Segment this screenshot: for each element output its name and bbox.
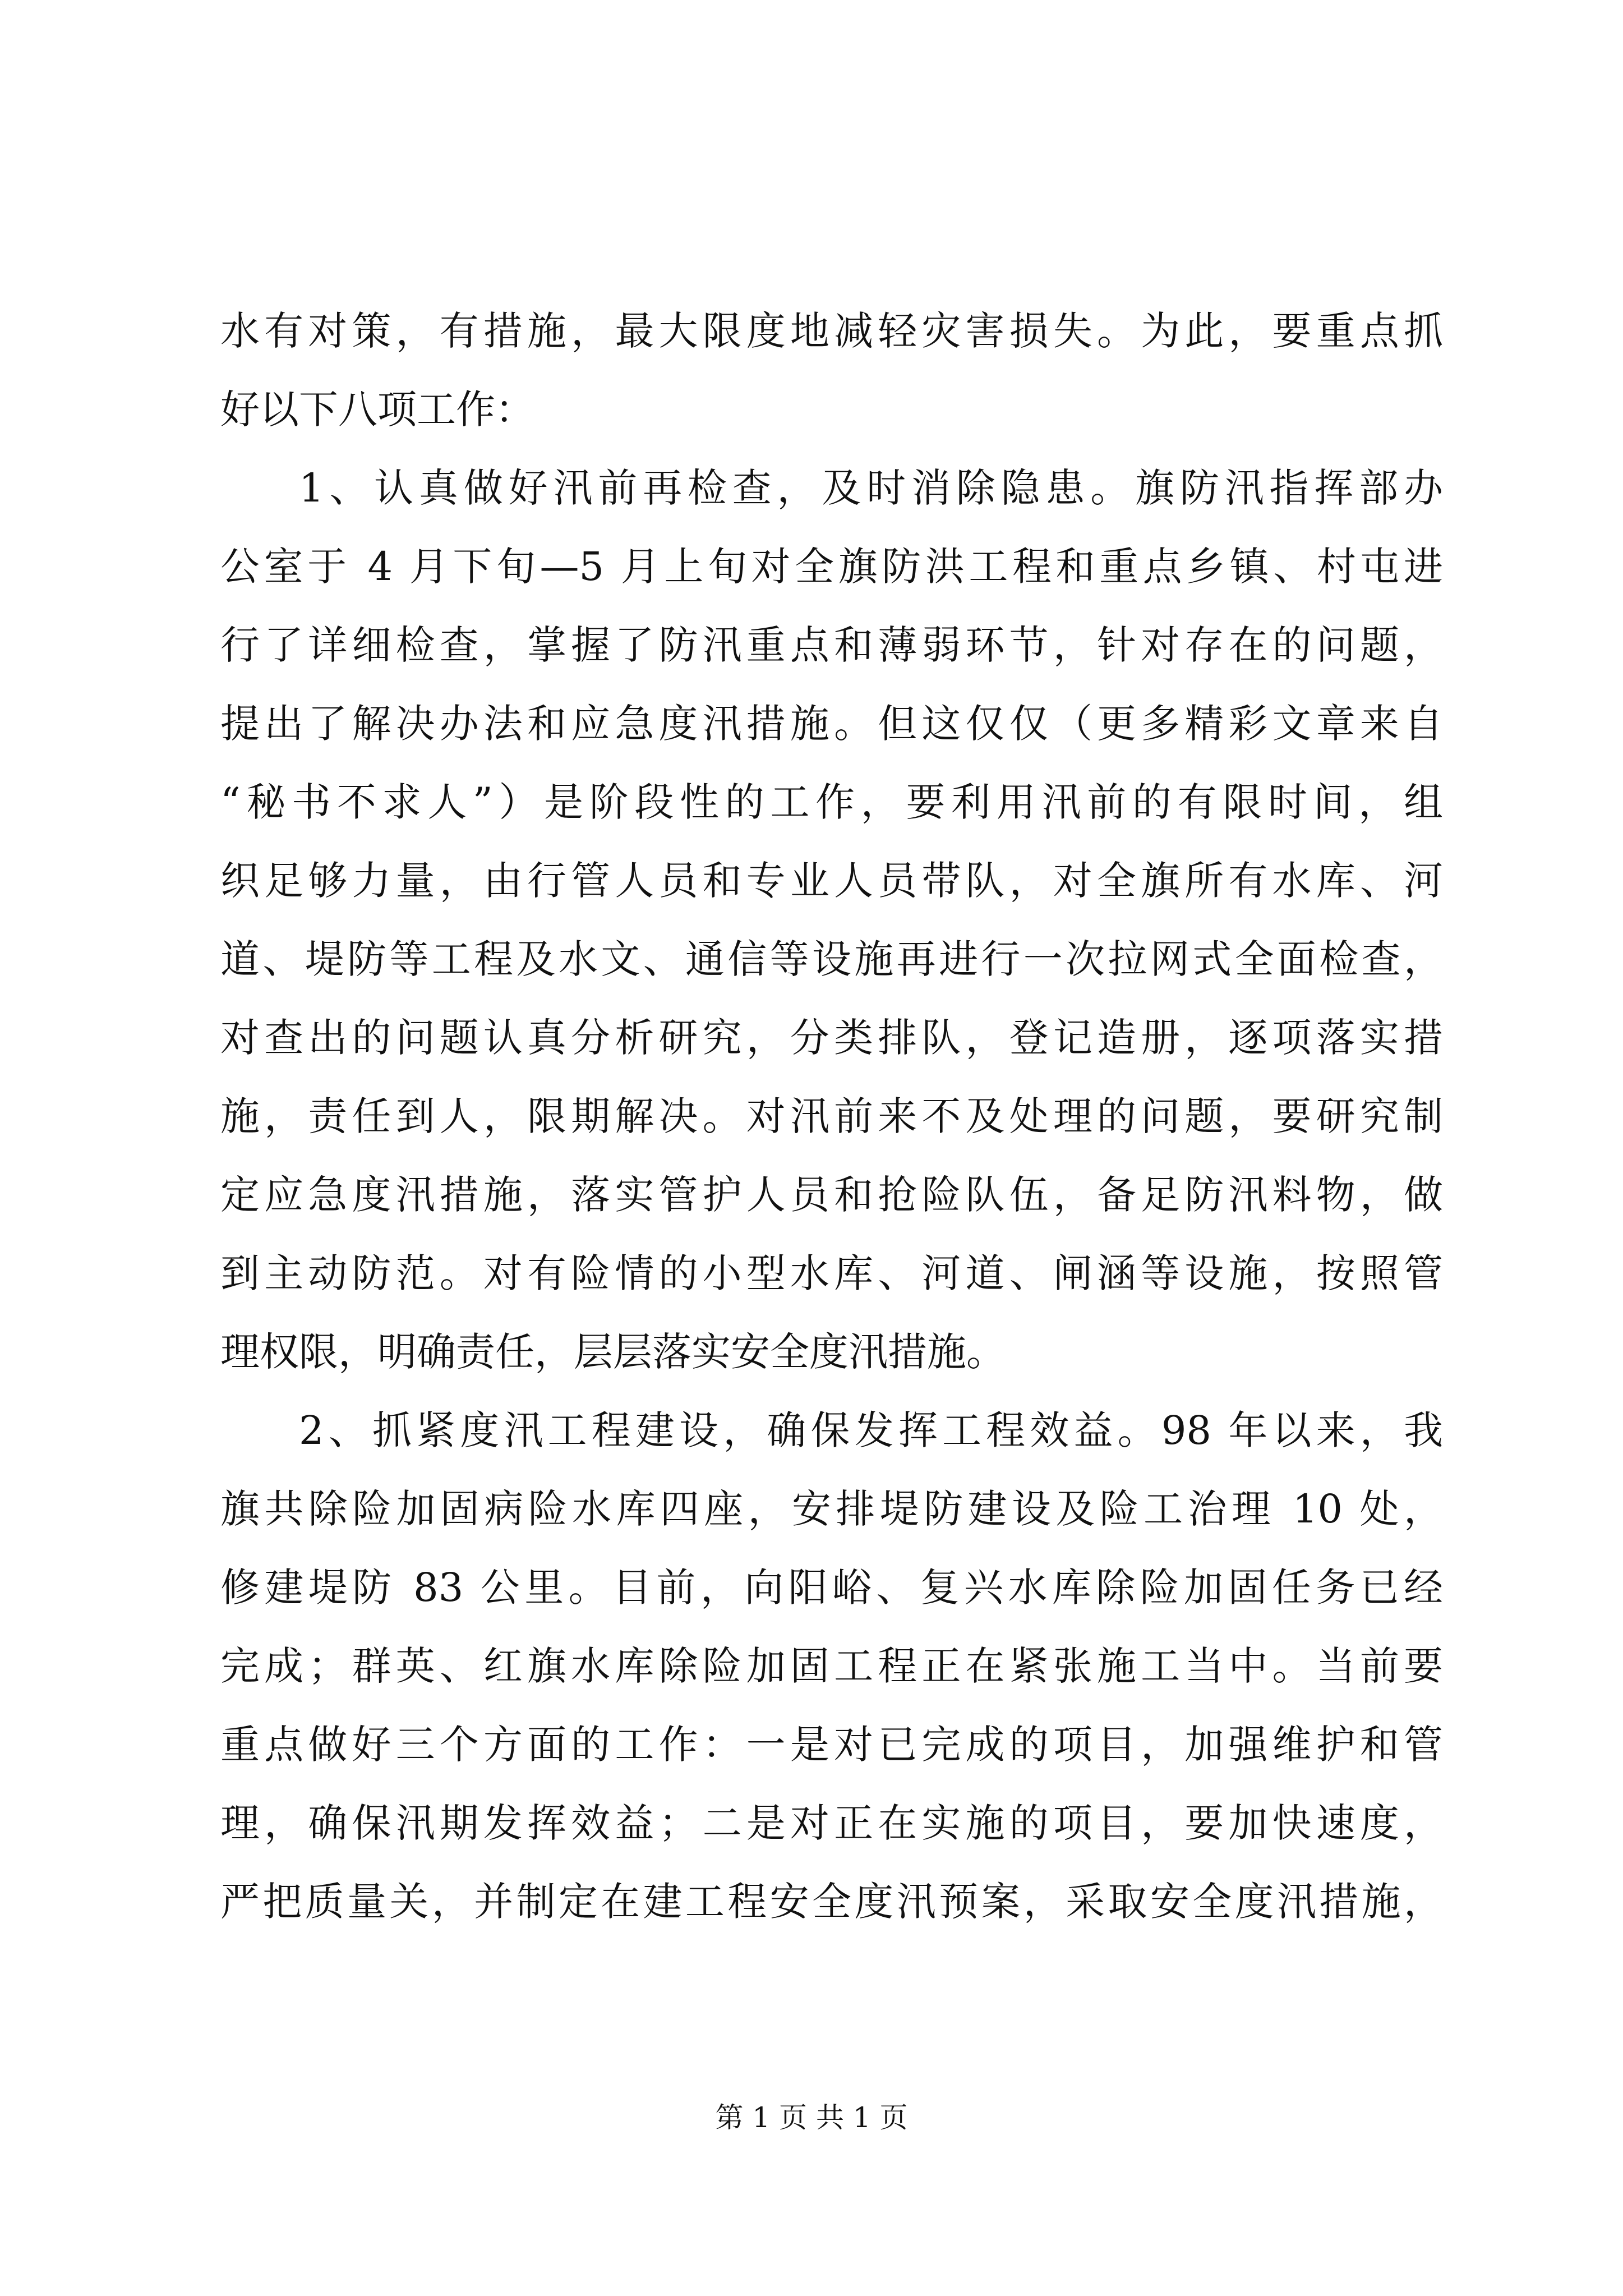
text-line: 定应急度汛措施，落实管护人员和抢险队伍，备足防汛料物，做 xyxy=(220,1172,1443,1218)
text-line: 对查出的问题认真分析研究，分类排队，登记造册，逐项落实措 xyxy=(220,1015,1443,1061)
text-line: 提出了解决办法和应急度汛措施。但这仅仅（更多精彩文章来自 xyxy=(220,701,1443,747)
text-line: 公室于 4 月下旬—5 月上旬对全旗防洪工程和重点乡镇、村屯进 xyxy=(220,544,1443,590)
text-line: 理权限，明确责任，层层落实安全度汛措施。 xyxy=(220,1329,1006,1375)
text-line: 旗共除险加固病险水库四座，安排堤防建设及险工治理 10 处， xyxy=(220,1486,1443,1532)
text-line: 严把质量关，并制定在建工程安全度汛预案，采取安全度汛措施， xyxy=(220,1879,1443,1925)
text-line: 到主动防范。对有险情的小型水库、河道、闸涵等设施，按照管 xyxy=(220,1250,1443,1296)
text-line: 重点做好三个方面的工作：一是对已完成的项目，加强维护和管 xyxy=(220,1722,1443,1768)
text-line: 好以下八项工作： xyxy=(220,386,534,432)
text-line: 1、认真做好汛前再检查，及时消除隐患。旗防汛指挥部办 xyxy=(299,465,1443,511)
text-line: “秘书不求人”）是阶段性的工作，要利用汛前的有限时间，组 xyxy=(220,779,1443,825)
text-line: 织足够力量，由行管人员和专业人员带队，对全旗所有水库、河 xyxy=(220,858,1443,904)
text-line: 2、抓紧度汛工程建设，确保发挥工程效益。98 年以来，我 xyxy=(299,1407,1443,1453)
text-line: 道、堤防等工程及水文、通信等设施再进行一次拉网式全面检查， xyxy=(220,936,1443,982)
text-line: 理，确保汛期发挥效益；二是对正在实施的项目，要加快速度， xyxy=(220,1800,1443,1846)
text-line: 修建堤防 83 公里。目前，向阳峪、复兴水库除险加固任务已经 xyxy=(220,1565,1443,1611)
text-line: 行了详细检查，掌握了防汛重点和薄弱环节，针对存在的问题， xyxy=(220,622,1443,668)
text-line: 完成；群英、红旗水库除险加固工程正在紧张施工当中。当前要 xyxy=(220,1643,1443,1689)
body-text xyxy=(220,292,1443,1941)
text-line: 水有对策，有措施，最大限度地减轻灾害损失。为此，要重点抓 xyxy=(220,308,1443,354)
page-footer: 第 1 页 共 1 页 xyxy=(715,2101,908,2134)
text-line: 施，责任到人，限期解决。对汛前来不及处理的问题，要研究制 xyxy=(220,1093,1443,1139)
